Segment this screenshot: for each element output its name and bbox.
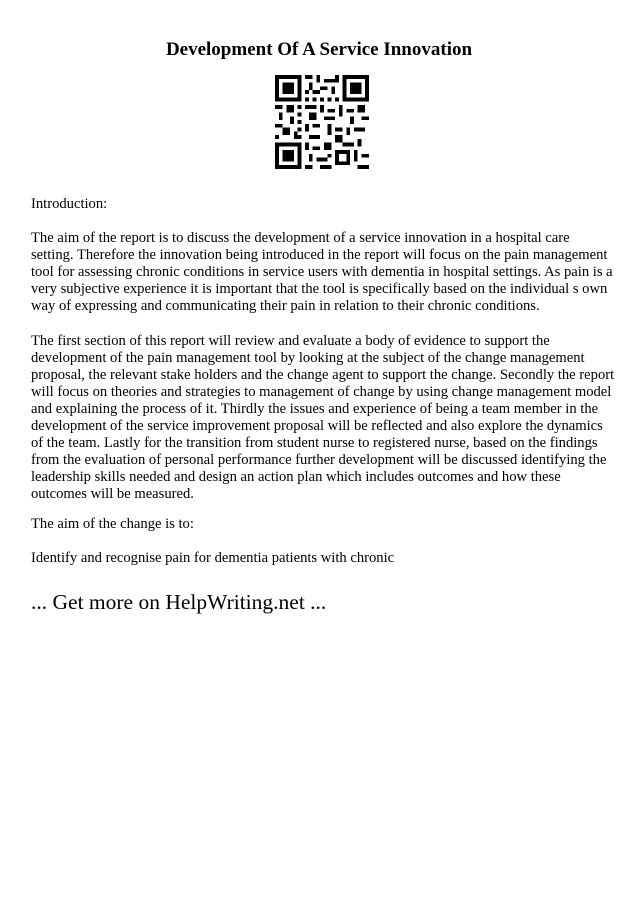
qr-code-icon — [275, 75, 369, 169]
identify-paragraph: Identify and recognise pain for dementia patients with chronic — [31, 550, 395, 566]
intro-heading: Introduction: — [31, 196, 108, 212]
get-more-link[interactable]: ... Get more on HelpWriting.net ... — [31, 590, 327, 614]
page-title: Development Of A Service Innovation — [165, 39, 473, 60]
change-aim-paragraph: The aim of the change is to: — [31, 516, 194, 532]
aim-paragraph: The aim of the report is to discuss the development of a service innovation in a hospital care setting. Therefore the innovation being introduced in the report will focus on the pain management tool for assessing chronic conditions in service users with dementia in hospital settings. As pain is a very subjective experience it is important that the tool is specifically based on the individual s own way of expressing and communicating their pain in relation to their chronic conditions. — [31, 230, 613, 314]
sections-paragraph: The first section of this report will review and evaluate a body of evidence to support the development of the pain management tool by looking at the subject of the change management proposal, the relevant stake holders and the change agent to support the change. Secondly the report will focus on theories and strategies to management of change by using change management model and explaining the process of it. Thirdly the issues and experience of being a team member in the development of the service improvement proposal will be reflected and also explore the dynamics of the team. Lastly for the transition from student nurse to registered nurse, based on the findings from the evaluation of personal performance further development will be discussed identifying the leadership skills needed and design an action plan which includes outcomes and how these outcomes will be measured. — [31, 333, 615, 502]
